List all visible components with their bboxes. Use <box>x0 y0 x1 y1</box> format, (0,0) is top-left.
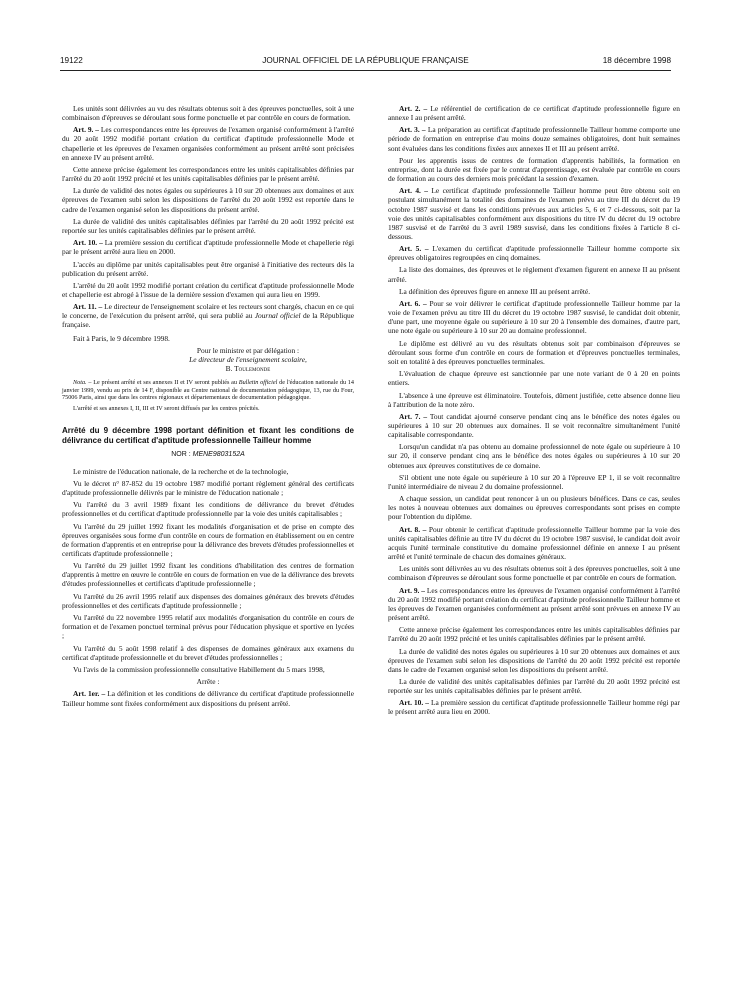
visa: Vu l'arrêté du 22 novembre 1995 relatif aux modalités d'organisation du contrôle en cours de formation et de l'examen ponctuel terminal prévus pour l'éducation physique et sportive en lycées ; <box>62 613 354 641</box>
article-text: Tout candidat ajourné conserve pendant cinq ans le bénéfice des notes égales ou supérieures à 10 sur 20 obtenues aux domaines. Il se voit reconnaître simultanément l'unité capitalisable correspondante. <box>388 411 680 440</box>
article-9-right <box>388 586 680 622</box>
article-9 <box>62 125 354 161</box>
article-text: de la République française. <box>62 311 354 330</box>
journal-title: JOURNAL OFFICIEL DE LA RÉPUBLIQUE FRANÇAISE <box>262 56 469 65</box>
article-label: Art. 6. – <box>399 299 427 309</box>
article-label: Art. 5. – <box>399 244 429 254</box>
nor-reference <box>62 450 354 459</box>
article-text: La première session du certificat d'aptitude professionnelle Tailleur homme régi par le présent arrêté aura lieu en 2000. <box>388 698 680 717</box>
article-label: Art. 4. – <box>399 186 428 196</box>
paragraph: Le ministre de l'éducation nationale, de la recherche et de la technologie, <box>73 466 289 476</box>
nota-label: Nota. – <box>73 379 92 387</box>
paragraph: Cette annexe précise également les correspondances entre les unités capitalisables définies par l'arrêté du 20 août 1992 précité et les unités capitalisables définies par le présent arrêté. <box>62 164 354 184</box>
visa: Vu l'avis de la commission professionnelle consultative Habillement du 5 mars 1998, <box>73 664 325 674</box>
signature-line-2: Le directeur de l'enseignement scolaire, <box>189 354 307 364</box>
paragraph: L'arrêté du 20 août 1992 modifié portant création du certificat d'aptitude professionnelle Mode et chapellerie est abrogé à l'issue de la dernière session d'examen qui aura lieu en 1999. <box>62 280 354 299</box>
visa: Vu l'arrêté du 26 avril 1995 relatif aux dispenses des domaines généraux des brevets d'études professionnelles et des certificats d'aptitude professionnelle ; <box>62 591 354 610</box>
article-label: Art. 11. – <box>73 302 103 312</box>
paragraph: A chaque session, un candidat peut renoncer à un ou plusieurs bénéfices. Dans ce cas, seules les notes à nouveau obtenues aux domaines ou épreuves correspondants sont prises en compte pour l'obtention du diplôme. <box>388 494 680 522</box>
paragraph: La liste des domaines, des épreuves et le règlement d'examen figurent en annexe II au présent arrêté. <box>388 265 680 284</box>
paragraph: L'accès au diplôme par unités capitalisables peut être organisé à l'initiative des recteurs dès la publication du présent arrêté. <box>62 259 354 278</box>
signature-name: B. Toulemonde <box>225 364 271 374</box>
article-text: Les correspondances entre les épreuves de l'examen organisé conformément à l'arrêté du 20 août 1992 modifié portant création du certificat d'aptitude professionnelle Mode et chapellerie et les épreuves de l'examen organisées conformément au présent arrêté sont précisées en annexe IV au présent arrêté. <box>62 125 354 162</box>
article-label: Art. 2. – <box>399 104 428 113</box>
nota <box>62 379 354 402</box>
nor-label: NOR : <box>171 450 191 458</box>
paragraph: Cette annexe précise également les correspondances entre les unités capitalisables définies par l'arrêté du 20 août 1992 précité et les unités capitalisables définies par le présent arrêté. <box>388 625 680 644</box>
nota-text: de l'éducation nationale du 14 janvier 1999, vendu au prix de 14 F, disponible au Centre national de documentation pédagogique, 13, rue du Four, 75006 Paris, ainsi que dans les centres régionaux et départementaux de documentation pédagogique. <box>62 379 354 402</box>
visa: Vu l'arrêté du 29 juillet 1992 fixant les conditions d'habilitation des centres de formation d'apprentis à mettre en œuvre le contrôle en cours de formation en vue de la délivrance des brevets d'études professionnelles et certificats d'aptitude professionnelle ; <box>62 561 354 589</box>
article-6 <box>388 299 680 335</box>
article-label: Art. 3. – <box>399 125 426 135</box>
journal-name: Journal officiel <box>254 311 301 321</box>
page-number: 19122 <box>60 56 83 65</box>
article-label: Art. 10. – <box>399 698 429 708</box>
header-rule <box>60 70 671 71</box>
article-1 <box>62 689 354 707</box>
article-label: Art. 8. – <box>399 524 427 534</box>
article-text: Le directeur de l'enseignement scolaire et les recteurs sont chargés, chacun en ce qui le concerne, de l'exécution du présent arrêté, qui sera publié au <box>62 302 354 321</box>
article-text: Le référentiel de certification de ce certificat d'aptitude professionnelle figure en annexe I au présent arrêté. <box>388 104 680 123</box>
left-column <box>62 104 354 711</box>
article-10 <box>62 238 354 256</box>
article-7 <box>388 412 680 439</box>
visa: Vu l'arrêté du 5 août 1998 relatif à des dispenses de domaines généraux aux examens du certificat d'aptitude professionnelle et du brevet d'études professionnelles ; <box>62 643 354 662</box>
paragraph: Les unités sont délivrées au vu des résultats obtenus soit à des épreuves ponctuelles, soit à une combinaison d'épreuves se déroulant sous forme ponctuelle et par contrôle en cours de formation. <box>388 564 680 583</box>
article-10-right <box>388 698 680 716</box>
article-2 <box>388 104 680 122</box>
visa: Vu le décret n° 87-852 du 19 octobre 1987 modifié portant règlement général des certificats d'aptitude professionnelle délivrés par le ministre de l'éducation nationale ; <box>62 478 354 497</box>
article-text: L'examen du certificat d'aptitude professionnelle Tailleur homme comporte six épreuves obligatoires regroupées en cinq domaines. <box>388 244 680 263</box>
decree-title: Arrêté du 9 décembre 1998 portant définition et fixant les conditions de délivrance du certificat d'aptitude professionnelle Tailleur homme <box>62 426 354 445</box>
article-4 <box>388 186 680 241</box>
paragraph: La définition des épreuves figure en annexe III au présent arrêté. <box>399 286 591 296</box>
paragraph: L'absence à une épreuve est éliminatoire. Toutefois, dûment justifiée, cette absence donne lieu à l'attribution de la note zéro. <box>388 390 680 409</box>
visa: Vu l'arrêté du 29 juillet 1992 fixant les modalités d'organisation et de prise en compte des épreuves organisées sous forme d'un contrôle en cours de formation en établissement ou en centre de formation d'apprentis et en entreprise pour la délivrance des brevets d'études professionnelles et certificats d'aptitude professionnelle ; <box>62 521 354 558</box>
nota-text: Le présent arrêté et ses annexes II et IV seront publiés au <box>93 379 238 387</box>
bulletin-name: Bulletin officiel <box>238 379 278 387</box>
paragraph: La durée de validité des notes égales ou supérieures à 10 sur 20 obtenues aux domaines et aux épreuves de l'examen subi selon les dispositions de l'arrêté du 20 août 1992 précité est reportée dans le cadre de l'examen organisé selon les dispositions du présent arrêté. <box>388 646 680 674</box>
article-text: La préparation au certificat d'aptitude professionnelle Tailleur homme comporte une période de formation en entreprise d'au moins douze semaines obligatoires, dont huit semaines sont évaluées dans les conditions fixées aux annexes II et III au présent arrêté. <box>388 125 680 153</box>
article-text: Le certificat d'aptitude professionnelle Tailleur homme peut être obtenu soit en postulant simultanément la totalité des domaines de l'examen prévu au titre III du décret du 19 octobre 1987 susvisé et dans les conditions prévues aux articles 5, 6 et 7 ci-dessous, soit par la voie des unités capitalisables conformément aux dispositions du titre IV du décret du 19 octobre 1987 susvisé et de l'arrêté du 3 avril 1989 susvisé, dans les conditions fixées à l'article 8 ci-dessous. <box>388 186 680 241</box>
article-8 <box>388 525 680 561</box>
paragraph: L'évaluation de chaque épreuve est sanctionnée par une note variant de 0 à 20 en points entiers. <box>388 369 680 388</box>
issue-date: 18 décembre 1998 <box>602 56 671 65</box>
page-header <box>60 56 671 70</box>
article-label: Art. 9. – <box>399 585 425 595</box>
nor-value: MENE9803152A <box>192 450 245 458</box>
paragraph: Le diplôme est délivré au vu des résultats obtenus soit par combinaison d'épreuves se déroulant sous forme d'un contrôle en cours de formation et d'épreuves ponctuelles terminales, soit en totalité à des épreuves ponctuelles terminales. <box>388 338 680 366</box>
article-text: La première session du certificat d'aptitude professionnelle Mode et chapellerie régi par le présent arrêté aura lieu en 2000. <box>62 238 355 257</box>
article-text: Les correspondances entre les épreuves de l'examen organisé conformément à l'arrêté du 20 août 1992 modifié portant création du certificat d'aptitude professionnelle Tailleur homme et les épreuves de l'examen organisées conformément au présent arrêté sont prévues en annexe IV au présent arrêté. <box>388 585 680 622</box>
article-11 <box>62 302 354 329</box>
paragraph: Les unités sont délivrées au vu des résultats obtenus soit à des épreuves ponctuelles, soit à une combinaison d'épreuves se déroulant sous forme ponctuelle et par contrôle en cours de formation. <box>62 104 354 123</box>
article-label: Art. 1er. – <box>73 689 106 699</box>
paragraph: S'il obtient une note égale ou supérieure à 10 sur 20 à l'épreuve EP 1, il se voit reconnaître l'unité intermédiaire de niveau 2 du domaine professionnel. <box>388 472 680 491</box>
article-3 <box>388 125 680 152</box>
paragraph: La durée de validité des unités capitalisables définies par l'arrêté du 20 août 1992 précité est reportée sur les unités capitalisables définies par le présent arrêté. <box>388 677 680 696</box>
paragraph: La durée de validité des unités capitalisables définies par l'arrêté du 20 août 1992 précité est reportée sur les unités capitalisables définies par le présent arrêté. <box>62 216 354 235</box>
article-label: Art. 9. – <box>73 125 99 135</box>
arrete-heading: Arrête : <box>196 677 220 687</box>
paragraph: La durée de validité des notes égales ou supérieures à 10 sur 20 obtenues aux domaines et aux épreuves de l'examen subi selon les dispositions de l'arrêté du 20 août 1992 est reportée dans le cadre de l'examen organisé selon les dispositions du présent arrêté. <box>62 186 354 214</box>
article-text: La définition et les conditions de délivrance du certificat d'aptitude professionnelle Tailleur homme sont fixées conformément aux dispositions du présent arrêté. <box>62 689 354 708</box>
visa: Vu l'arrêté du 3 avril 1989 fixant les conditions de délivrance du brevet d'études professionnelles et du certificat d'aptitude professionnelle par la voie des unités capitalisables ; <box>62 500 354 519</box>
done-at: Fait à Paris, le 9 décembre 1998. <box>73 333 170 343</box>
nota-2: L'arrêté et ses annexes I, II, III et IV seront diffusés par les centres précités. <box>73 404 260 412</box>
right-column <box>388 104 680 720</box>
article-label: Art. 7. – <box>399 411 428 421</box>
article-text: Pour se voir délivrer le certificat d'aptitude professionnelle Tailleur homme par la voie de l'examen prévu au titre III du décret du 19 octobre 1987 susvisé, le candidat doit obtenir, d'une part, une moyenne égale ou supérieure à 10 sur 20 à l'ensemble des domaines, d'autre part, une note égale ou supérieure à 10 sur 20 au domaine professionnel. <box>388 299 680 336</box>
article-text: Pour obtenir le certificat d'aptitude professionnelle Tailleur homme par la voie des unités capitalisables définie au titre IV du décret du 19 octobre 1987 susvisé, le candidat doit avoir acquis l'unité terminale constitutive du domaine professionnel définie en annexe I au présent arrêté et l'unité terminale de chacun des domaines généraux. <box>388 524 680 561</box>
paragraph: Pour les apprentis issus de centres de formation d'apprentis habilités, la formation en entreprise, dont la durée est fixée par le contrat d'apprentissage, est évaluée par contrôle en cours de formation au cours des derniers mois précédant la session d'examen. <box>388 155 680 184</box>
paragraph: Lorsqu'un candidat n'a pas obtenu au domaine professionnel de note égale ou supérieure à 10 sur 20, il conserve pendant cinq ans le bénéfice des notes égales ou supérieures à 10 sur 20 obtenues aux épreuves constitutives de ce domaine. <box>388 442 680 470</box>
article-5 <box>388 244 680 262</box>
signature-line-1: Pour le ministre et par délégation : <box>196 345 300 355</box>
article-label: Art. 10. – <box>73 238 103 248</box>
